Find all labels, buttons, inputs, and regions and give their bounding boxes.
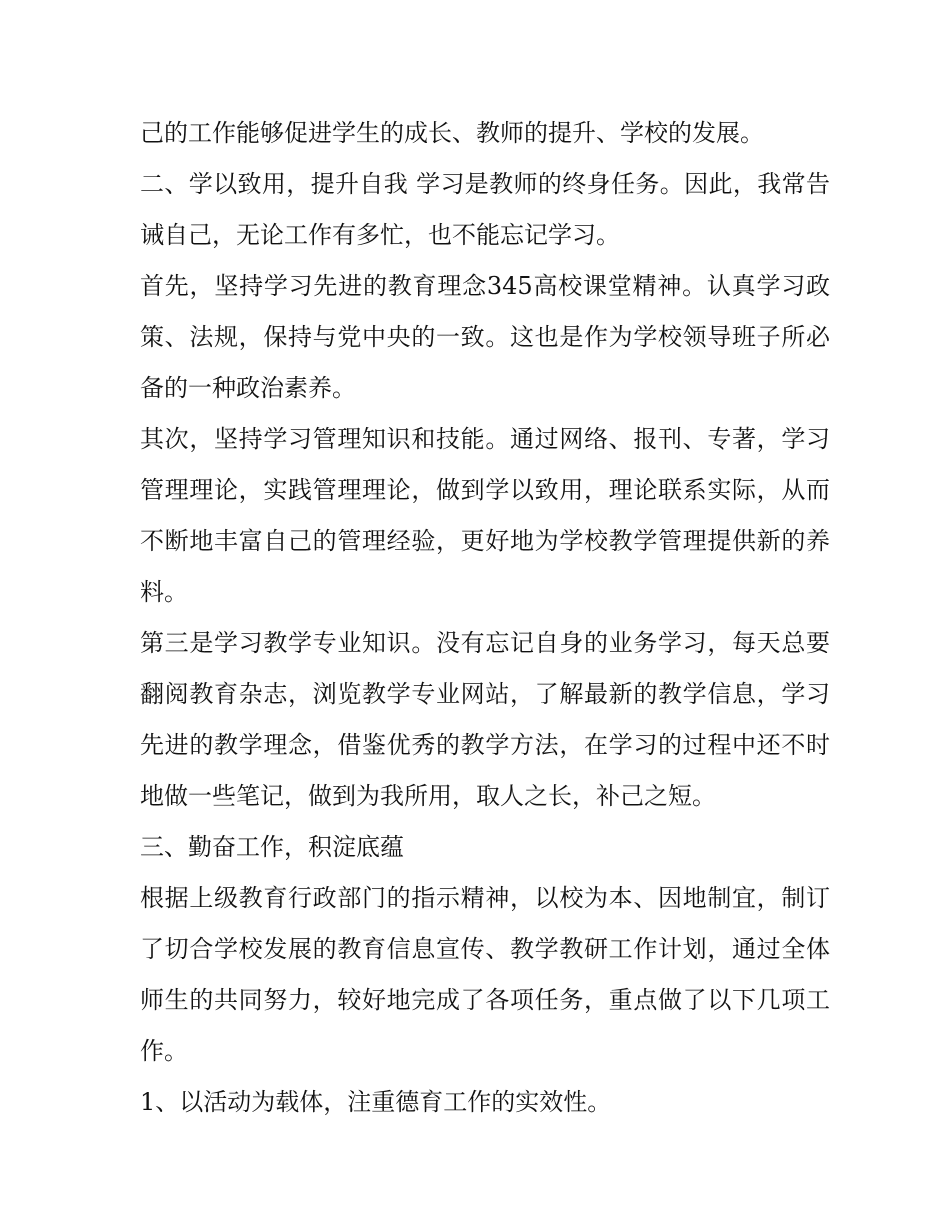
document-body	[140, 108, 830, 1128]
section-heading-two: 二、学以致用，提升自我 学习是教师的终身任务。因此，我常告诫自己，无论工作有多忙，也不能忘记学习。	[140, 170, 830, 249]
list-item-one: 1、以活动为载体，注重德育工作的实效性。	[140, 1088, 612, 1116]
paragraph-plan: 根据上级教育行政部门的指示精神，以校为本、因地制宜，制订了切合学校发展的教育信息宣传、教学教研工作计划，通过全体师生的共同努力，较好地完成了各项任务，重点做了以下几项工作。	[140, 884, 830, 1065]
paragraph-first: 首先，坚持学习先进的教育理念345高校课堂精神。认真学习政策、法规，保持与党中央的一致。这也是作为学校领导班子所必备的一种政治素养。	[140, 272, 830, 402]
section-heading-three: 三、勤奋工作，积淀底蕴	[140, 833, 404, 861]
paragraph-second: 其次，坚持学习管理知识和技能。通过网络、报刊、专著，学习管理理论，实践管理理论，做到学以致用，理论联系实际，从而不断地丰富自己的管理经验，更好地为学校教学管理提供新的养料。	[140, 425, 830, 606]
paragraph-continuation: 己的工作能够促进学生的成长、教师的提升、学校的发展。	[140, 119, 764, 147]
paragraph-third: 第三是学习教学专业知识。没有忘记自身的业务学习，每天总要翻阅教育杂志，浏览教学专业网站，了解最新的教学信息，学习先进的教学理念，借鉴优秀的教学方法，在学习的过程中还不时地做一些笔记，做到为我所用，取人之长，补己之短。	[140, 629, 830, 810]
